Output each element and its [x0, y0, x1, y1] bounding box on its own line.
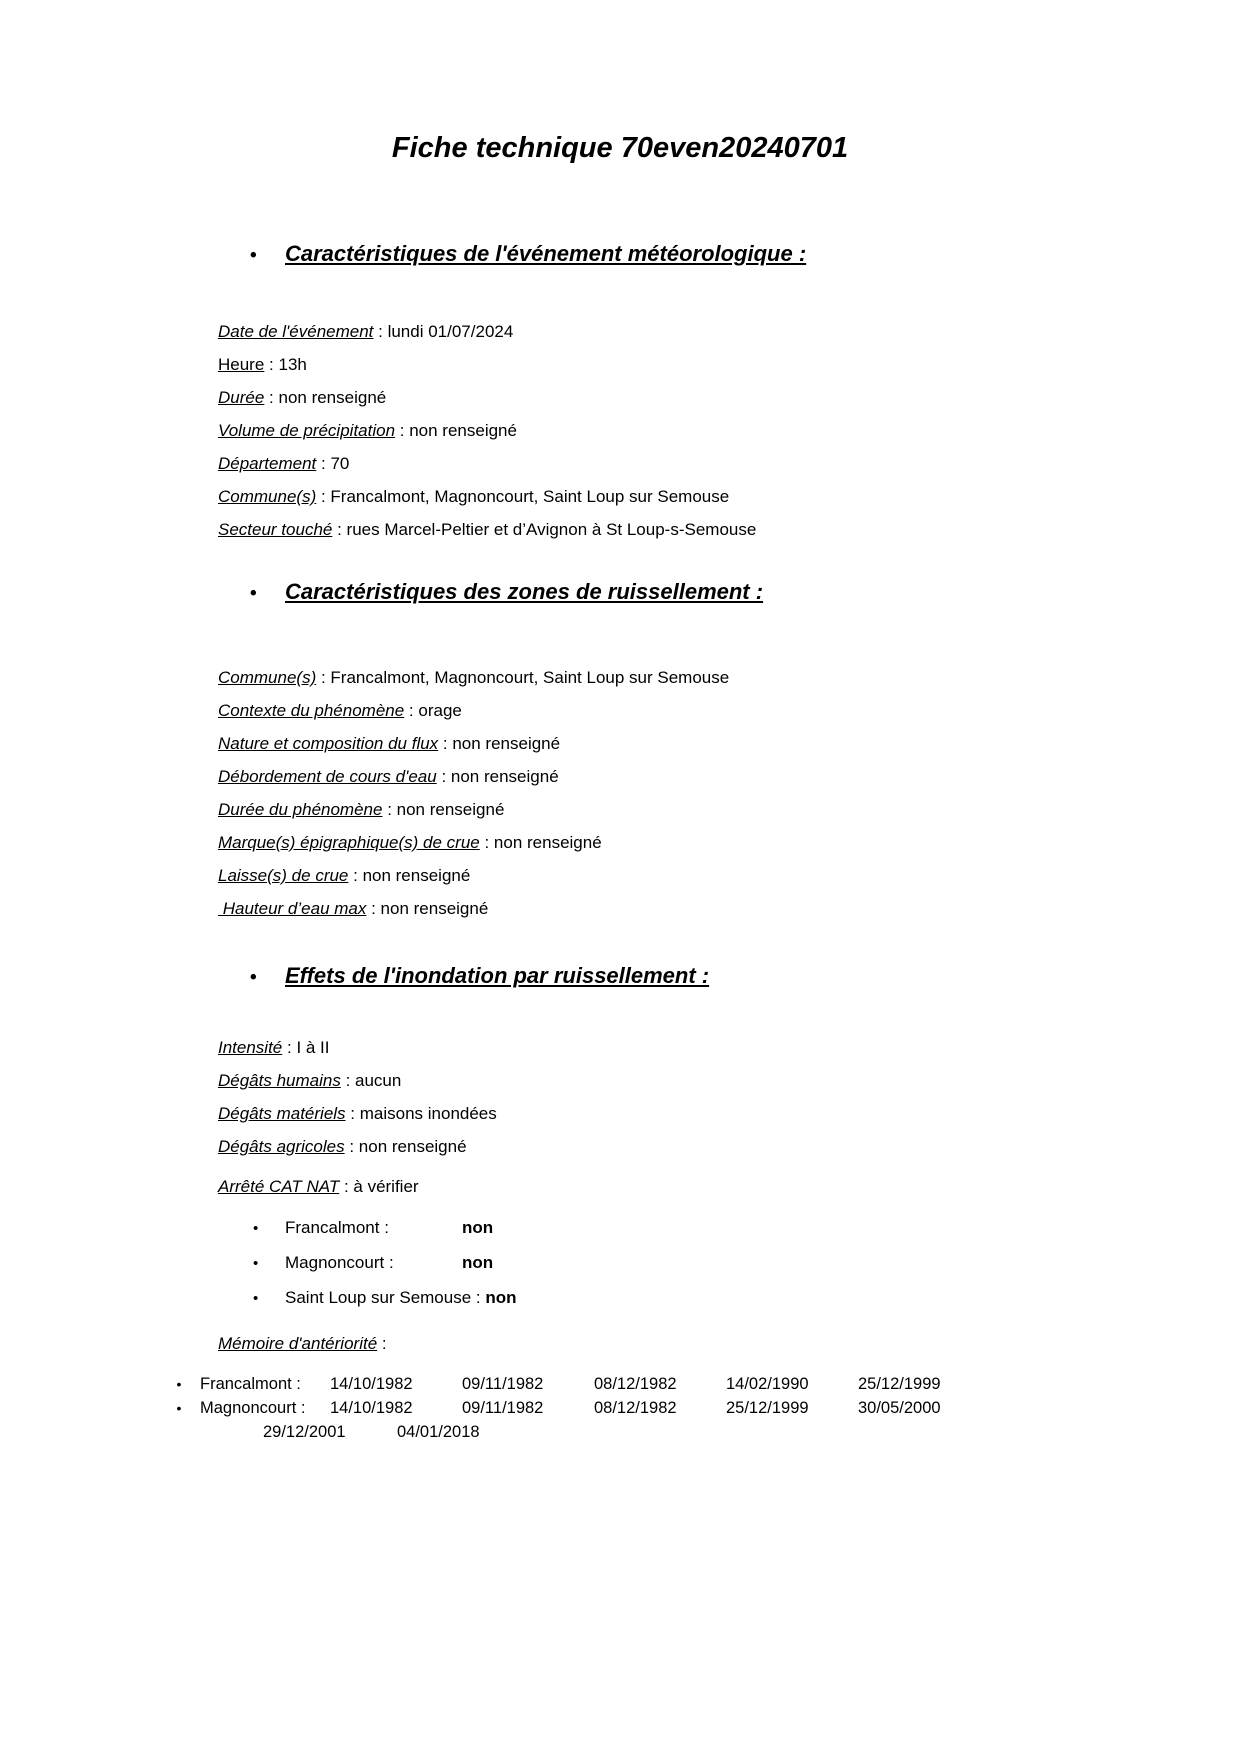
field-value: I à II: [296, 1038, 330, 1057]
field-label: Durée: [218, 388, 265, 407]
memory-date: 09/11/1982: [462, 1399, 544, 1417]
catnat-item-francalmont: [253, 1211, 1240, 1246]
field-separator: :: [404, 701, 419, 720]
field-row-contexte: [218, 694, 1240, 727]
field-value: non renseigné: [380, 899, 489, 918]
field-label: Heure: [218, 355, 265, 374]
ruissellement-fields: [218, 661, 1240, 925]
field-label: Dégâts matériels: [218, 1104, 346, 1123]
field-label: Date de l'événement: [218, 322, 374, 341]
field-value: maisons inondées: [359, 1104, 497, 1123]
memory-date: 09/11/1982: [462, 1375, 544, 1393]
memory-list: [0, 1372, 1240, 1444]
field-value: à vérifier: [353, 1177, 419, 1196]
field-row-intensite: [218, 1031, 1240, 1064]
field-separator: :: [348, 866, 363, 885]
field-row-communes-2: [218, 661, 1240, 694]
field-value: non renseigné: [358, 1137, 467, 1156]
field-separator: :: [366, 899, 381, 918]
field-separator: :: [438, 734, 453, 753]
field-row-debordement: [218, 760, 1240, 793]
field-separator: :: [316, 487, 331, 506]
section-heading-ruissellement: [250, 578, 1240, 608]
field-row-degats-materiels: [218, 1097, 1240, 1130]
memory-commune-label: Francalmont :: [200, 1375, 306, 1393]
field-label: Volume de précipitation: [218, 421, 396, 440]
field-value: non renseigné: [452, 734, 561, 753]
memory-date: 25/12/1999: [726, 1399, 809, 1417]
catnat-item-magnoncourt: [253, 1246, 1240, 1281]
field-label: Débordement de cours d'eau: [218, 767, 437, 786]
field-label: Commune(s): [218, 487, 317, 506]
field-label: Durée du phénomène: [218, 800, 383, 819]
memory-item-francalmont: [158, 1372, 1240, 1396]
page-title: Fiche technique 70even20240701: [391, 132, 849, 164]
field-value: non renseigné: [278, 388, 387, 407]
field-separator: :: [332, 520, 347, 539]
bullet-icon: •: [250, 583, 257, 604]
field-row-degats-agricoles: [218, 1130, 1240, 1163]
catnat-item-saint-loup: [253, 1281, 1240, 1316]
field-label: Hauteur d’eau max: [218, 899, 367, 918]
field-label: Arrêté CAT NAT: [218, 1177, 340, 1196]
field-value: non renseigné: [396, 800, 505, 819]
field-value: Francalmont, Magnoncourt, Saint Loup sur Semouse: [330, 668, 730, 687]
field-label: Secteur touché: [218, 520, 333, 539]
field-row-communes: [218, 480, 1240, 513]
memory-date: 14/10/1982: [330, 1399, 413, 1417]
field-separator: :: [382, 800, 397, 819]
field-row-duree: [218, 381, 1240, 414]
field-separator: :: [316, 454, 331, 473]
field-value: rues Marcel-Peltier et d’Avignon à St Loup-s-Semouse: [346, 520, 757, 539]
field-value: lundi 01/07/2024: [387, 322, 514, 341]
field-row-memoire-anteriorite: [218, 1327, 1240, 1360]
section-heading-text: Effets de l'inondation par ruissellement :: [285, 963, 710, 988]
field-label: Marque(s) épigraphique(s) de crue: [218, 833, 480, 852]
catnat-value: non: [462, 1253, 494, 1272]
field-separator: :: [264, 388, 279, 407]
memory-commune-label: Magnoncourt :: [200, 1399, 311, 1417]
field-label: Dégâts agricoles: [218, 1137, 345, 1156]
section-heading-text: Caractéristiques des zones de ruissellement :: [285, 579, 764, 604]
memory-item-magnoncourt: [158, 1396, 1240, 1420]
field-row-duree-phenomene: [218, 793, 1240, 826]
memory-date: 08/12/1982: [594, 1375, 677, 1393]
effets-fields: [218, 1031, 1240, 1203]
field-value: non renseigné: [450, 767, 559, 786]
field-label: Laisse(s) de crue: [218, 866, 349, 885]
bullet-icon: •: [250, 967, 257, 988]
catnat-list: [0, 1211, 1240, 1316]
field-value: 70: [330, 454, 350, 473]
field-row-date-evenement: [218, 315, 1240, 348]
field-row-laisses-crue: [218, 859, 1240, 892]
field-value: non renseigné: [409, 421, 517, 440]
field-row-secteur-touche: [218, 513, 1240, 546]
field-value: aucun: [355, 1071, 402, 1090]
section-heading-text: Caractéristiques de l'événement météorologique :: [285, 241, 807, 266]
memory-date: 04/01/2018: [397, 1423, 480, 1441]
field-label: Mémoire d'antériorité: [218, 1334, 378, 1353]
bullet-icon: •: [253, 1255, 259, 1272]
catnat-commune-label: Magnoncourt :: [285, 1253, 399, 1272]
memory-date: 29/12/2001: [263, 1423, 346, 1441]
memory-date: 14/02/1990: [726, 1375, 809, 1393]
field-separator: :: [316, 668, 331, 687]
catnat-value: non: [462, 1218, 494, 1237]
catnat-commune-label: Saint Loup sur Semouse :: [285, 1288, 486, 1307]
field-value: non renseigné: [493, 833, 602, 852]
field-separator: :: [345, 1104, 360, 1123]
catnat-value: non: [485, 1288, 517, 1307]
field-separator: :: [339, 1177, 354, 1196]
field-separator: :: [344, 1137, 359, 1156]
field-row-volume-precipitation: [218, 414, 1240, 447]
field-label: Commune(s): [218, 668, 317, 687]
field-value: orage: [418, 701, 462, 720]
field-separator: :: [395, 421, 410, 440]
memory-date: 08/12/1982: [594, 1399, 677, 1417]
catnat-commune-label: Francalmont :: [285, 1218, 394, 1237]
field-separator: :: [479, 833, 494, 852]
memory-date: 25/12/1999: [858, 1375, 941, 1393]
field-row-degats-humains: [218, 1064, 1240, 1097]
field-row-nature-flux: [218, 727, 1240, 760]
field-separator: :: [377, 1334, 387, 1353]
field-separator: :: [436, 767, 451, 786]
bullet-icon: •: [253, 1290, 259, 1307]
field-label: Dégâts humains: [218, 1071, 341, 1090]
field-separator: :: [373, 322, 388, 341]
field-label: Contexte du phénomène: [218, 701, 405, 720]
meteo-fields: [218, 315, 1240, 546]
field-label: Nature et composition du flux: [218, 734, 439, 753]
field-row-departement: [218, 447, 1240, 480]
field-row-hauteur-eau-max: [218, 892, 1240, 925]
field-row-arrete-catnat: [218, 1170, 1240, 1203]
bullet-icon: •: [250, 245, 257, 266]
field-separator: :: [340, 1071, 356, 1090]
field-value: non renseigné: [362, 866, 471, 885]
field-separator: :: [282, 1038, 297, 1057]
field-row-marques-epigraphiques: [218, 826, 1240, 859]
field-separator: :: [264, 355, 279, 374]
field-label: Département: [218, 454, 317, 473]
memory-item-magnoncourt-wrap: [263, 1420, 1240, 1444]
field-value: Francalmont, Magnoncourt, Saint Loup sur Semouse: [330, 487, 730, 506]
field-row-heure: [218, 348, 1240, 381]
memory-date: 30/05/2000: [858, 1399, 941, 1417]
field-value: 13h: [278, 355, 307, 374]
section-heading-meteo: [250, 240, 1240, 270]
memory-date: 14/10/1982: [330, 1375, 413, 1393]
bullet-icon: •: [176, 1400, 182, 1416]
bullet-icon: •: [253, 1220, 259, 1237]
section-heading-effets: [250, 962, 1240, 992]
field-label: Intensité: [218, 1038, 283, 1057]
bullet-icon: •: [176, 1376, 182, 1392]
